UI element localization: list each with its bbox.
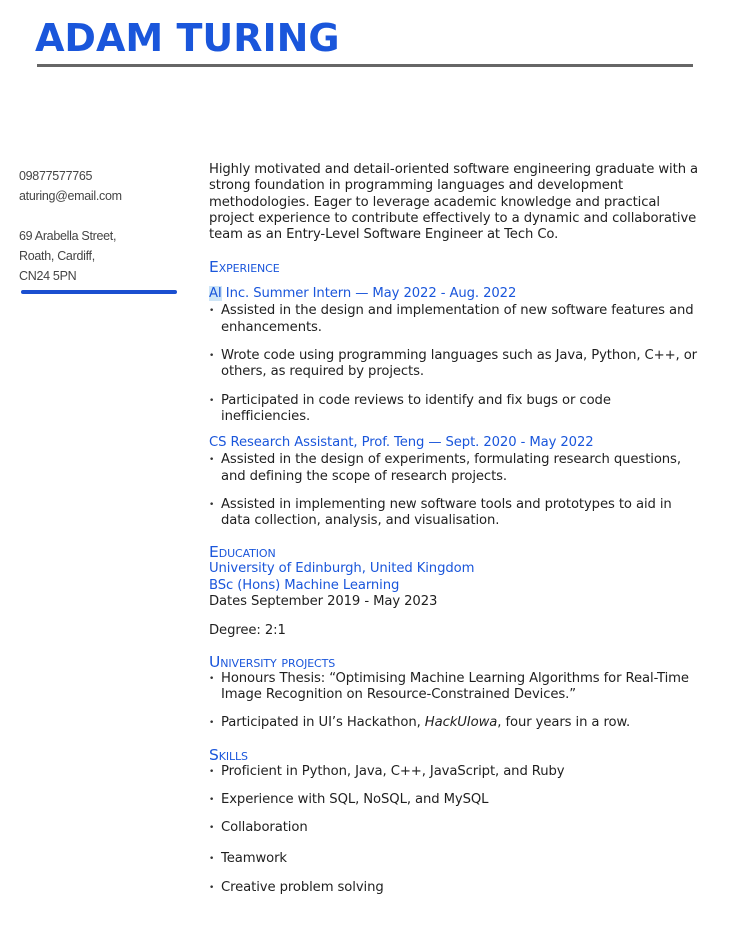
list-item: • Participated in code reviews to identify and fix bugs or code inefficiencies. — [209, 393, 699, 426]
list-item: • Assisted in the design of experiments, formulating research questions, and defining the scope of research projects. — [209, 452, 699, 485]
job-title-intern-rest: Inc. Summer Intern — May 2022 - Aug. 2022 — [221, 286, 517, 302]
hackathon-text-end: , four years in a row. — [497, 715, 631, 731]
header-divider — [37, 64, 693, 67]
experience-heading: Experience — [209, 258, 280, 277]
list-item: • Wrote code using programming languages such as Java, Python, C++, or others, as required by projects. — [209, 348, 699, 381]
degree-grade: Degree: 2:1 — [209, 623, 286, 639]
company-highlight[interactable]: AI — [209, 286, 222, 302]
list-item: • Collaboration — [209, 820, 699, 836]
name-initial-last: T — [176, 16, 203, 60]
list-item: • Assisted in implementing new software tools and prototypes to aid in data collection, analysis, and visualisation. — [209, 497, 699, 530]
degree-name: BSc (Hons) Machine Learning — [209, 577, 400, 593]
skills-heading: Skills — [209, 745, 248, 764]
resume-main — [209, 162, 699, 908]
address-line-1: 69 Arabella Street, — [19, 229, 117, 243]
education-heading: Education — [209, 543, 276, 562]
name-space — [163, 16, 176, 60]
address-line-3: CN24 5PN — [19, 269, 77, 283]
projects-heading: University projects — [209, 652, 336, 671]
job-title-intern — [209, 286, 699, 302]
list-item: • Honours Thesis: “Optimising Machine Learning Algorithms for Real-Time Image Recognition on Resource-Constrained Devices.” — [209, 671, 699, 704]
project-bullets — [209, 671, 699, 732]
job-title-research: CS Research Assistant, Prof. Teng — Sept. 2020 - May 2022 — [209, 435, 594, 451]
skills-list — [209, 764, 699, 896]
summary-paragraph: Highly motivated and detail-oriented software engineering graduate with a strong foundation in programming languages and development methodologies. Eager to leverage academic knowledge and practical project experience to contribute effectively to a dynamic and collaborative team as an Entry-Level Software Engineer at Tech Co. — [209, 162, 699, 243]
name-rest-last: URING — [202, 16, 340, 60]
intern-bullets — [209, 303, 699, 425]
name-initial-first: A — [35, 16, 65, 60]
sidebar-divider — [21, 290, 177, 294]
address-line-2: Roath, Cardiff, — [19, 249, 95, 263]
contact-sidebar — [19, 166, 179, 286]
research-bullets — [209, 452, 699, 529]
list-item: • Assisted in the design and implementation of new software features and enhancements. — [209, 303, 699, 336]
university-name: University of Edinburgh, United Kingdom — [209, 561, 475, 577]
hackathon-text: Participated in UI’s Hackathon, — [221, 715, 425, 731]
list-item — [209, 715, 699, 731]
list-item: • Experience with SQL, NoSQL, and MySQL — [209, 792, 699, 808]
phone-number: 09877577765 — [19, 169, 93, 183]
list-item: • Teamwork — [209, 851, 699, 867]
list-item: • Creative problem solving — [209, 880, 699, 896]
hackathon-name: HackUIowa — [424, 715, 498, 731]
resume-name — [35, 18, 340, 58]
email-address: aturing@email.com — [19, 189, 122, 203]
education-dates: Dates September 2019 - May 2023 — [209, 594, 438, 610]
list-item: • Proficient in Python, Java, C++, JavaScript, and Ruby — [209, 764, 699, 780]
name-rest-first: DAM — [64, 16, 164, 60]
